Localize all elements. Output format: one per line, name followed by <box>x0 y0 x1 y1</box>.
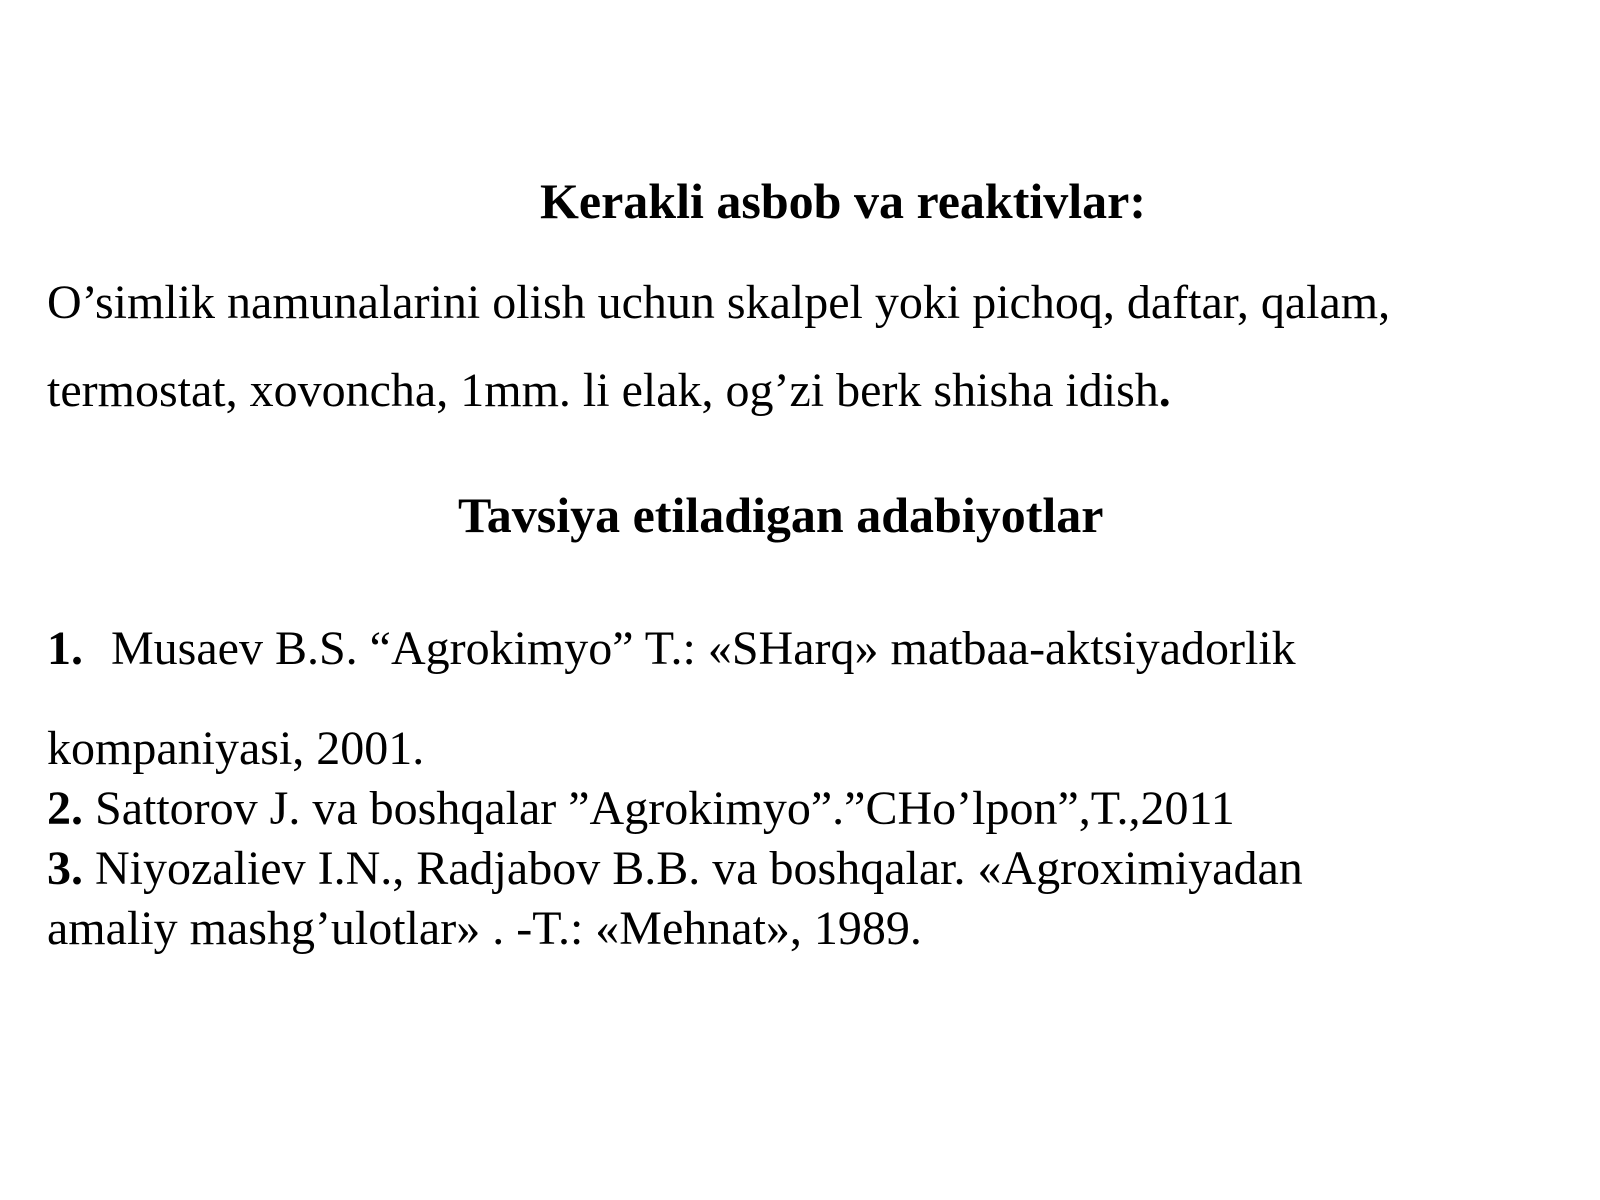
reference-text: Musaev B.S. “Agrokimyo” T.: «SHarq» matbaa-aktsiyadorlik <box>111 622 1296 675</box>
reference-number: 3. <box>47 842 83 895</box>
reference-item-1 <box>47 622 1296 675</box>
equipment-text-line-2 <box>47 364 1171 417</box>
references-heading: Tavsiya etiladigan adabiyotlar <box>458 487 1104 543</box>
equipment-heading: Kerakli asbob va reaktivlar: <box>540 173 1147 229</box>
reference-item-2 <box>47 782 1235 835</box>
reference-text: Niyozaliev I.N., Radjabov B.B. va boshqalar. «Agroximiyadan <box>95 842 1303 895</box>
equipment-text-line-1: O’simlik namunalarini olish uchun skalpel yoki pichoq, daftar, qalam, <box>47 276 1391 329</box>
reference-text: Sattorov J. va boshqalar ”Agrokimyo”.”CHo’lpon”,T.,2011 <box>95 782 1235 835</box>
equipment-text-end-period: . <box>1158 364 1171 417</box>
reference-number: 1. <box>47 622 83 675</box>
reference-item-3-continuation: amaliy mashg’ulotlar» . -T.: «Mehnat», 1989. <box>47 902 922 955</box>
reference-item-1-continuation: kompaniyasi, 2001. <box>47 722 425 775</box>
reference-number: 2. <box>47 782 83 835</box>
equipment-text-line-2-body: termostat, xovoncha, 1mm. li elak, og’zi berk shisha idish <box>47 364 1159 417</box>
reference-item-3 <box>47 842 1303 895</box>
